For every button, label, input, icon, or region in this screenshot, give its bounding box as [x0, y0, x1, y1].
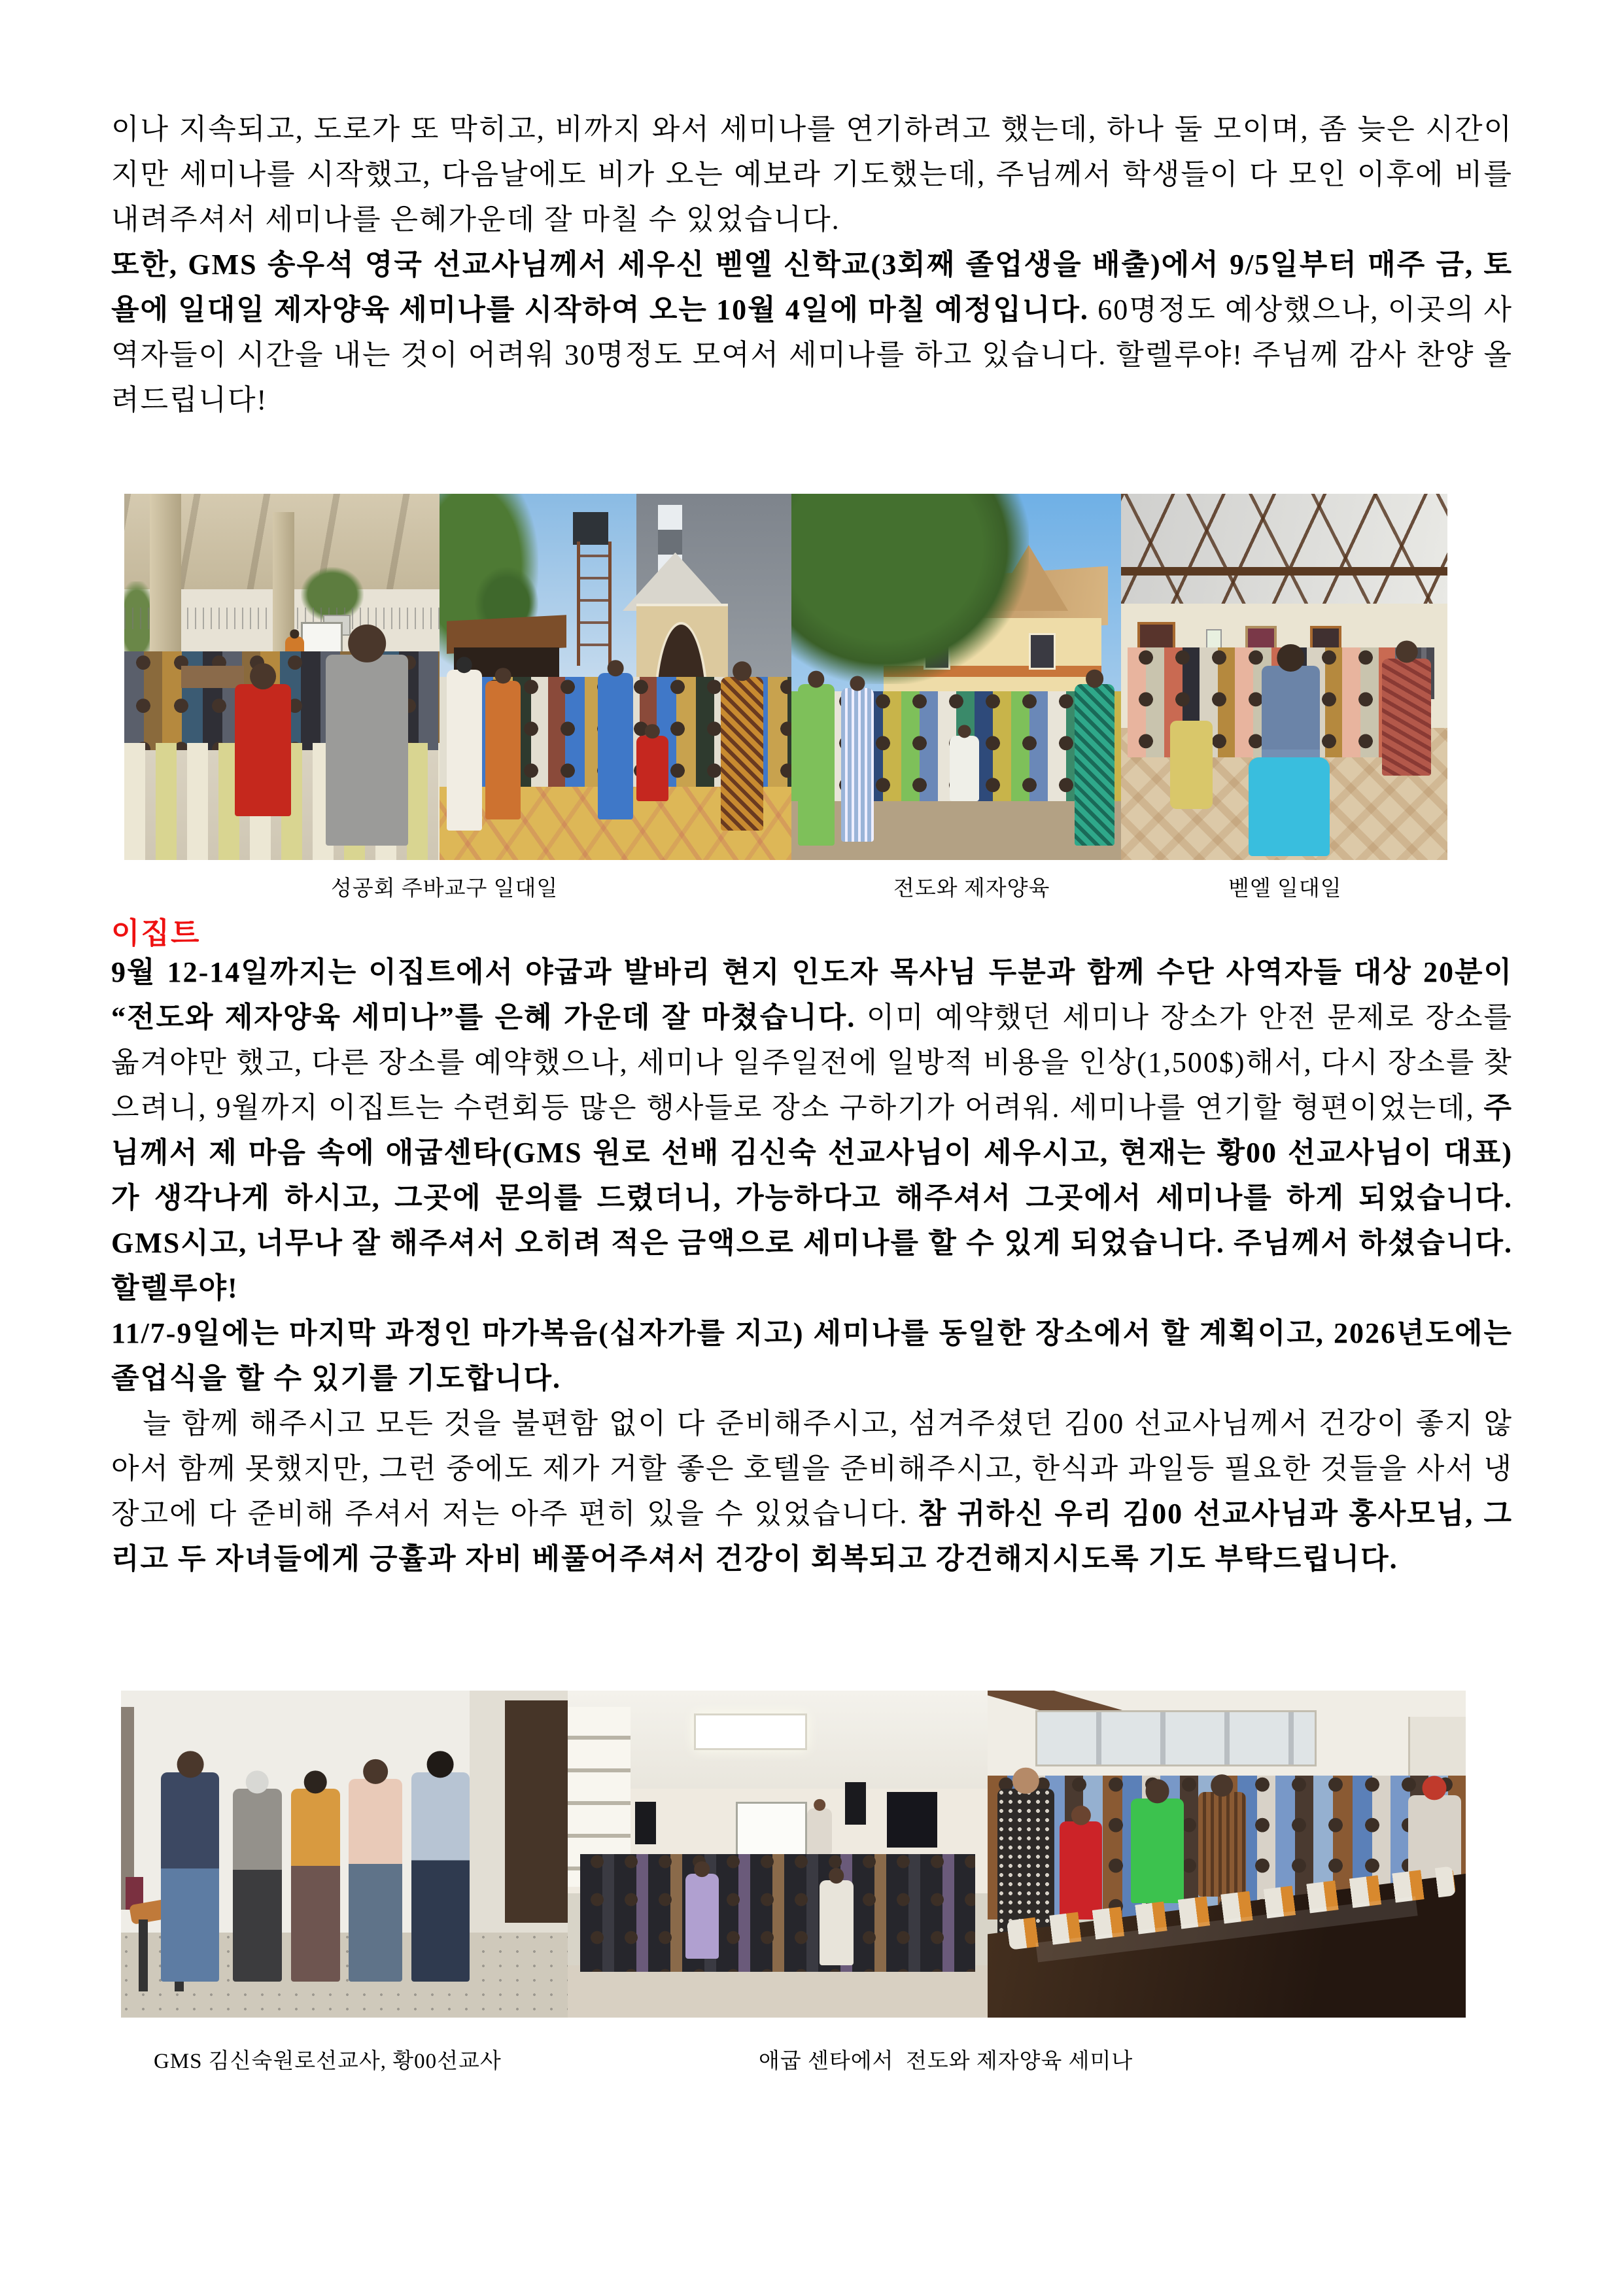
bold-text-run: 참 귀하신 우리 김00 선교사님과 홍사모님, 그리고 두 자녀들에게 긍휼과 자비 베풀어주셔서 건강이 회복되고 강건해지시도록 기도 부탁드립니다. — [111, 1498, 1513, 1575]
bold-text-run: 주님께서 제 마음 속에 애굽센타(GMS 원로 선배 김신숙 선교사님이 세우시고, 현재는 황00 선교사님이 대표)가 생각나게 하시고, 그곳에 문의를 드렸더니, 가능하다고 해주셔서 그곳에서 세미나를 하게 되었습니다. GMS시고, 너무나 잘 해주셔서 오히려 적은 금액으로 세미나를 할 수 있게 되었습니다. 주님께서 하셨습니다. 할렐루야! — [111, 1092, 1513, 1304]
roof-beam — [1121, 567, 1447, 576]
sudan-text-block — [111, 107, 1513, 422]
gray-blouse-person — [233, 1789, 282, 1982]
teal-dress-person — [1075, 684, 1114, 845]
text-run: 이나 지속되고, 도로가 또 막히고, 비까지 와서 세미나를 연기하려고 했는데, 하나 둘 모이며, 좀 늦은 시간이지만 세미나를 시작했고, 다음날에도 비가 오는 예보라 기도했는데, 주님께서 학생들이 다 모인 이후에 비를 내려주셔서 세미나를 은혜가운데 잘 마칠 수 있었습니다. — [111, 113, 1513, 235]
paragraph — [111, 242, 1513, 422]
pink-shirt-person — [349, 1779, 402, 1982]
batik-dress-person — [721, 677, 763, 831]
paragraph — [111, 107, 1513, 242]
photo-egypt-center-seminar-room — [568, 1691, 988, 2018]
water-tower-frame — [577, 542, 612, 666]
whiteboard — [736, 1802, 807, 1861]
kneeling-white-shirt-person — [950, 736, 979, 802]
plaid-shirt-person — [841, 688, 874, 842]
floor — [568, 1965, 988, 2018]
orange-dress-person — [485, 681, 521, 820]
bold-text-run: 11/7-9일에는 마지막 과정인 마가복음(십자가를 지고) 세미나를 동일한 장소에서 할 계획이고, 2026년도에는 졸업식을 할 수 있기를 기도합니다. — [111, 1317, 1513, 1394]
white-dress-person — [447, 670, 482, 831]
photo-caption: GMS 김신숙원로선교사, 황00선교사 — [154, 2050, 502, 2073]
text-run: 늘 함께 해주시고 모든 것을 불편함 없이 다 준비해주시고, 섬겨주셨던 김00 선교사님께서 건강이 좋지 않아서 함께 못했지만, 그런 중에도 제가 거할 좋은 호텔을 준비해주시고, 한식과 과일등 필요한 것들을 사서 냉장고에 다 준비해 주셔서 저는 아주 편히 있을 수 있었습니다. — [111, 1407, 1513, 1530]
photo-caption: 벧엘 일대일 — [1228, 877, 1342, 901]
photo-evangelism-discipleship-group — [791, 494, 1121, 860]
window-row — [1035, 1710, 1317, 1766]
photo-missionaries-group — [121, 1691, 568, 2018]
roof-truss — [1121, 494, 1447, 611]
paragraph — [111, 1401, 1513, 1581]
text-run: 이미 예약했던 세미나 장소가 안전 문제로 장소를 옮겨야만 했고, 다른 장소를 예약했으나, 세미나 일주일전에 일방적 비용을 인상(1,500$)해서, 다시 장소를 찾으려니, 9월까지 이집트는 수련회등 많은 행사들로 장소 구하기가 어려워. 세미나를 연기할 형편이었는데, — [111, 1001, 1513, 1124]
tree-canopy — [791, 494, 1029, 684]
mustard-top-person — [291, 1789, 340, 1982]
green-shirt-person — [1131, 1798, 1183, 1903]
egypt-section-heading: 이집트 — [111, 917, 201, 950]
photo-anglican-juba-porch-seminar — [124, 494, 440, 860]
kneeling-red-shirt-person — [636, 736, 668, 802]
photo-church-group — [440, 494, 791, 860]
paragraph — [111, 1311, 1513, 1401]
audience-chairs — [580, 1854, 975, 1972]
red-dress-person — [1382, 659, 1431, 776]
yellow-plastic-chair — [1170, 721, 1213, 808]
water-tank — [573, 512, 608, 545]
photo-caption: 성공회 주바교구 일대일 — [331, 877, 559, 901]
blue-shirt-person — [598, 673, 633, 819]
wardrobe — [505, 1700, 568, 1923]
bold-text-run: 9월 12-14일까지는 이집트에서 야굽과 발바리 현지 인도자 목사님 두분과 함께 수단 사역자들 대상 20분이 “전도와 제자양육 세미나”를 은혜 가운데 잘 마쳤습니다. — [111, 956, 1513, 1033]
egypt-text-block — [111, 950, 1513, 1581]
photo-fellowship-food-table — [988, 1691, 1466, 2018]
striped-shirt-person — [1198, 1792, 1246, 1897]
fluorescent-light — [694, 1713, 807, 1750]
red-top-person — [1060, 1821, 1103, 1919]
presenter-person — [807, 1808, 833, 1854]
speaker — [635, 1802, 656, 1844]
photo-caption: 애굽 센타에서 전도와 제자양육 세미나 — [759, 2050, 1133, 2073]
bold-text-run: 또한, GMS 송우석 영국 선교사님께서 세우신 벧엘 신학교(3회째 졸업생을 배출)에서 9/5일부터 매주 금, 토욜에 일대일 제자양육 세미나를 시작하여 오는 10월 4일에 마칠 예정입니다. — [111, 249, 1513, 326]
red-shirt-person — [235, 684, 292, 816]
blue-gray-shirt-person — [411, 1772, 470, 1982]
text-run: 60명정도 예상했으나, 이곳의 사역자들이 시간을 내는 것이 어려워 30명정도 모여서 세미나를 하고 있습니다. 할렐루야! 주님께 감사 찬양 올려드립니다! — [111, 294, 1513, 416]
lavender-shirt-attendee — [685, 1874, 719, 1959]
photo-caption: 전도와 제자양육 — [893, 877, 1050, 901]
table — [181, 666, 244, 688]
photo-bethel-hall-seminar — [1121, 494, 1447, 860]
window — [1029, 633, 1056, 670]
green-polo-person — [798, 684, 834, 845]
paragraph — [111, 950, 1513, 1311]
navy-shirt-person — [161, 1772, 219, 1982]
white-shirt-attendee — [820, 1880, 853, 1965]
speaker — [845, 1782, 866, 1825]
chair-leg — [139, 1919, 148, 1991]
gray-hoodie-person — [326, 655, 407, 845]
blue-plastic-chair — [1249, 757, 1330, 856]
projection-screen — [887, 1792, 937, 1848]
